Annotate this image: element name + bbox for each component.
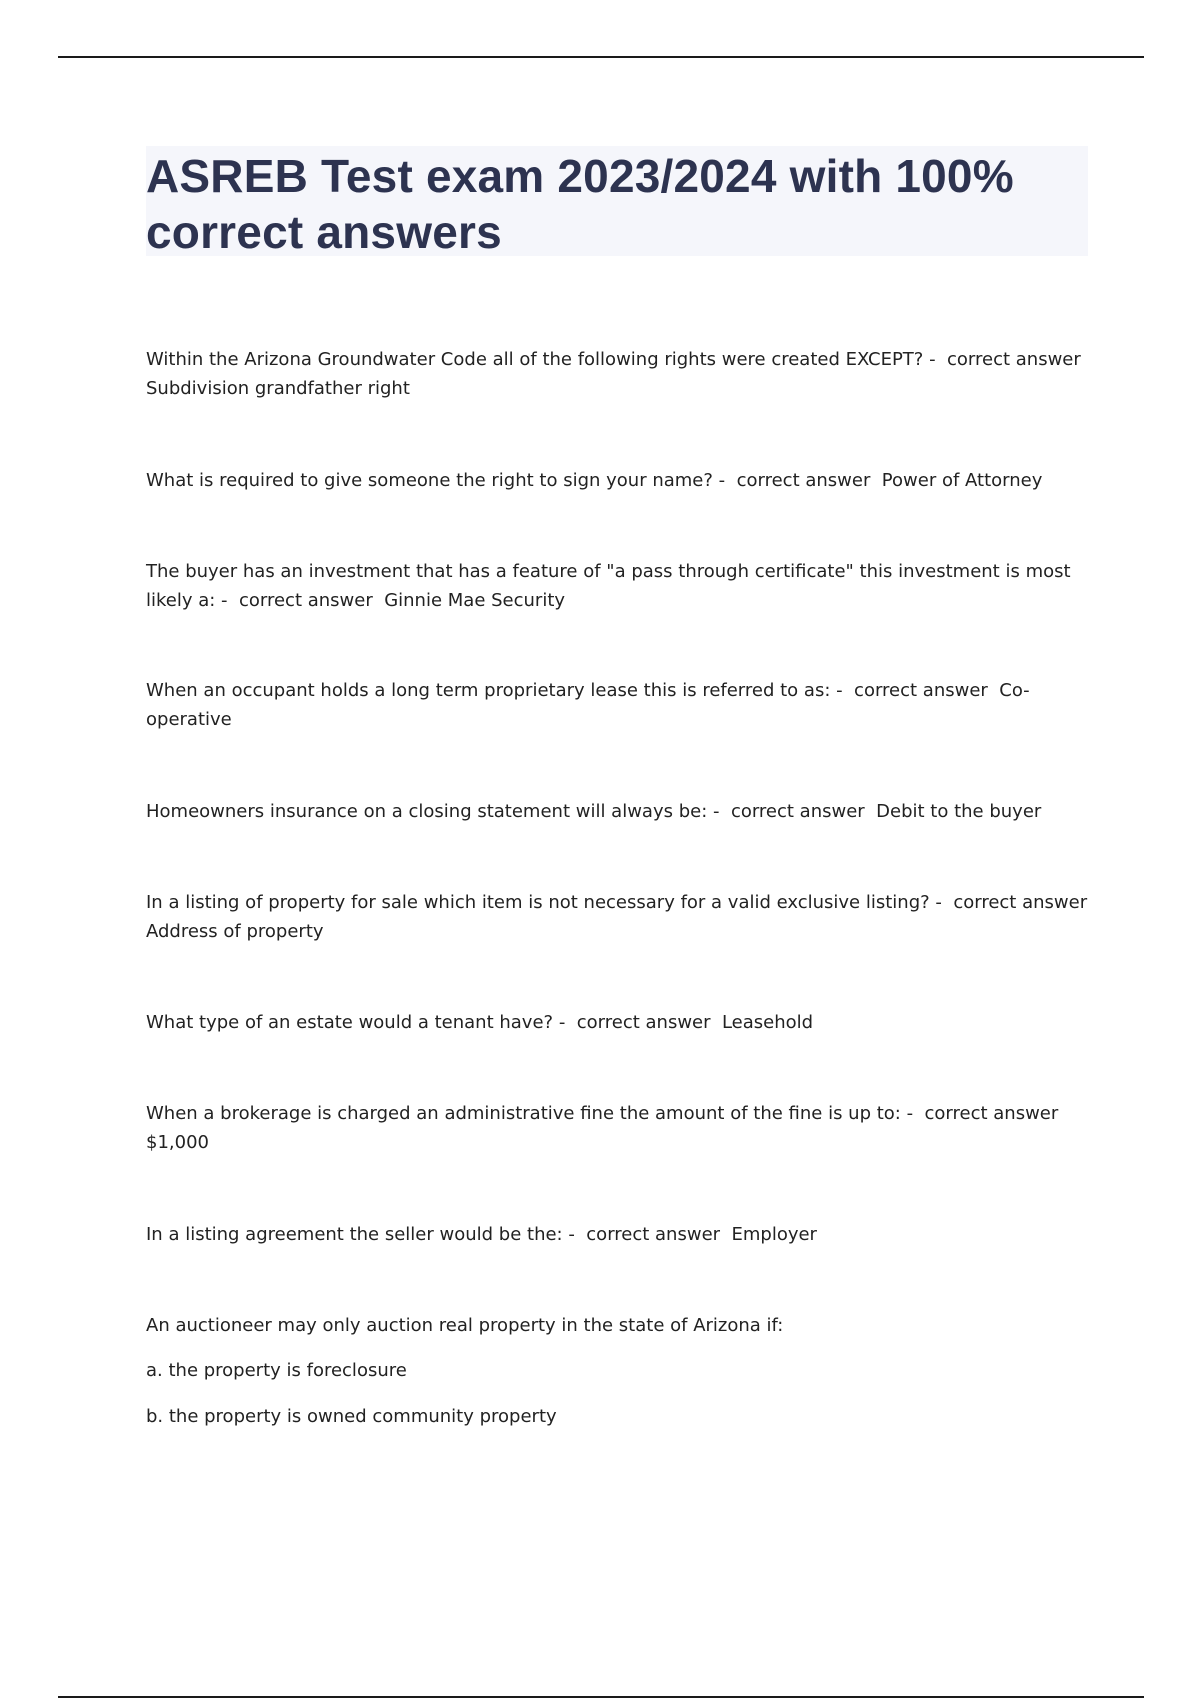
option-b: b. the property is owned community property bbox=[146, 1406, 557, 1427]
last-question: An auctioneer may only auction real property in the state of Arizona if: bbox=[146, 1315, 784, 1336]
bottom-rule bbox=[58, 1696, 1144, 1698]
option-a: a. the property is foreclosure bbox=[146, 1360, 407, 1381]
qa-item-7: What type of an estate would a tenant have? - correct answer Leasehold bbox=[146, 1012, 814, 1033]
document-title: ASREB Test exam 2023/2024 with 100% correct answers bbox=[146, 150, 1014, 258]
qa-item-6: In a listing of property for sale which item is not necessary for a valid exclusive listing? - correct answer Address of property bbox=[146, 892, 1099, 942]
qa-item-1: Within the Arizona Groundwater Code all of the following rights were created EXCEPT? - correct answer Subdivision grandfather right bbox=[146, 349, 1093, 399]
qa-item-8: When a brokerage is charged an administrative fine the amount of the fine is up to: - correct answer $1,000 bbox=[146, 1103, 1070, 1153]
top-rule bbox=[58, 56, 1144, 58]
qa-item-4: When an occupant holds a long term proprietary lease this is referred to as: - correct answer Co-operative bbox=[146, 680, 1030, 730]
qa-item-3: The buyer has an investment that has a feature of "a pass through certificate" this investment is most likely a: - correct answer Ginnie Mae Security bbox=[146, 561, 1077, 611]
qa-item-5: Homeowners insurance on a closing statement will always be: - correct answer Debit to the buyer bbox=[146, 801, 1042, 822]
qa-item-2: What is required to give someone the right to sign your name? - correct answer Power of Attorney bbox=[146, 470, 1043, 491]
qa-item-9: In a listing agreement the seller would be the: - correct answer Employer bbox=[146, 1224, 817, 1245]
